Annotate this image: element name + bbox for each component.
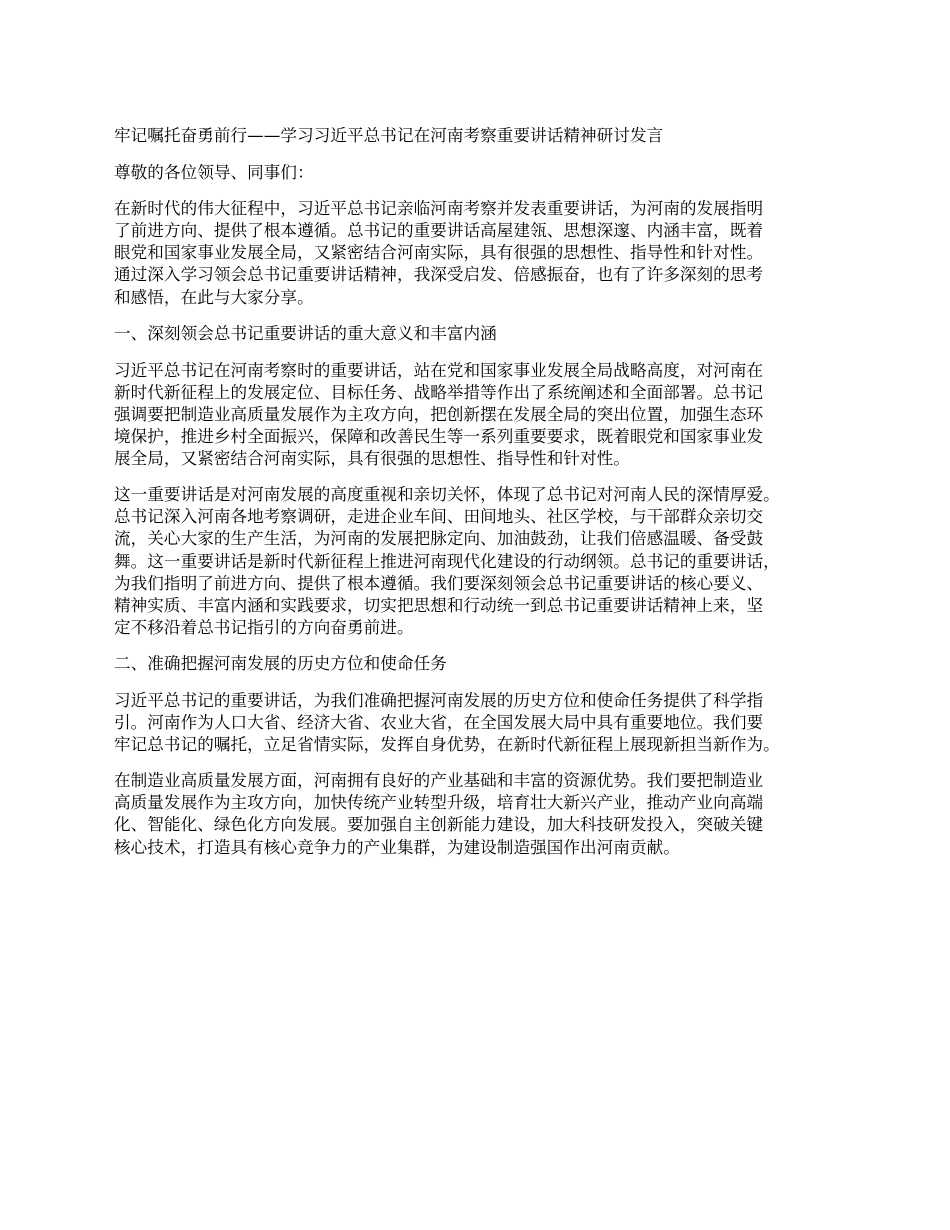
document-title: 牢记嘱托奋勇前行——学习习近平总书记在河南考察重要讲话精神研讨发言 [114, 126, 664, 145]
section-2-paragraph-1: 习近平总书记的重要讲话，为我们准确把握河南发展的历史方位和使命任务提供了科学指 引。河南作为人口大省、经济大省、农业大省，在全国发展大局中具有重要地位。我们要 牢记总书记的嘱托，立足省情实际，发挥自身优势，在新时代新征程上展现新担当新作为。 [114, 690, 780, 755]
salutation: 尊敬的各位领导、同事们： [114, 163, 314, 183]
section-1-paragraph-2: 这一重要讲话是对河南发展的高度重视和亲切关怀，体现了总书记对河南人民的深情厚爱。 总书记深入河南各地考察调研，走进企业车间、田间地头、社区学校，与干部群众亲切交 流，关心大家的生产生活，为河南的发展把脉定向、加油鼓劲，让我们倍感温暖、备受鼓 舞。这一重要讲话是新时代新征程上推进河南现代化建设的行动纲领。总书记的重要讲话， 为我们指明了前进方向、提供了根本遵循。我们要深刻领会总书记重要讲话的核心要义、 精神实质、丰富内涵和实践要求，切实把思想和行动统一到总书记重要讲话精神上来，坚 定不移沿着总书记指引的方向奋勇前进。 [114, 485, 780, 637]
intro-paragraph: 在新时代的伟大征程中，习近平总书记亲临河南考察并发表重要讲话，为河南的发展指明 了前进方向、提供了根本遵循。总书记的重要讲话高屋建瓴、思想深邃、内涵丰富，既着 眼党和国家事业发展全局，又紧密结合河南实际，具有很强的思想性、指导性和针对性。 通过深入学习领会总书记重要讲话精神，我深受启发、倍感振奋，也有了许多深刻的思考 和感悟，在此与大家分享。 [114, 199, 764, 307]
document-page [114, 125, 856, 873]
section-1-heading: 一、深刻领会总书记重要讲话的重大意义和丰富内涵 [114, 323, 497, 343]
section-1-paragraph-1: 习近平总书记在河南考察时的重要讲话，站在党和国家事业发展全局战略高度，对河南在 新时代新征程上的发展定位、目标任务、战略举措等作出了系统阐述和全面部署。总书记 强调要把制造业高质量发展作为主攻方向，把创新摆在发展全局的突出位置，加强生态环 境保护，推进乡村全面振兴，保障和改善民生等一系列重要要求，既着眼党和国家事业发 展全局，又紧密结合河南实际，具有很强的思想性、指导性和针对性。 [114, 360, 764, 469]
section-2-heading: 二、准确把握河南发展的历史方位和使命任务 [114, 653, 447, 673]
section-2-paragraph-2: 在制造业高质量发展方面，河南拥有良好的产业基础和丰富的资源优势。我们要把制造业 高质量发展作为主攻方向，加快传统产业转型升级，培育壮大新兴产业，推动产业向高端 化、智能化、绿色化方向发展。要加强自主创新能力建设，加大科技研发投入，突破关键 核心技术，打造具有核心竞争力的产业集群，为建设制造强国作出河南贡献。 [114, 771, 764, 857]
